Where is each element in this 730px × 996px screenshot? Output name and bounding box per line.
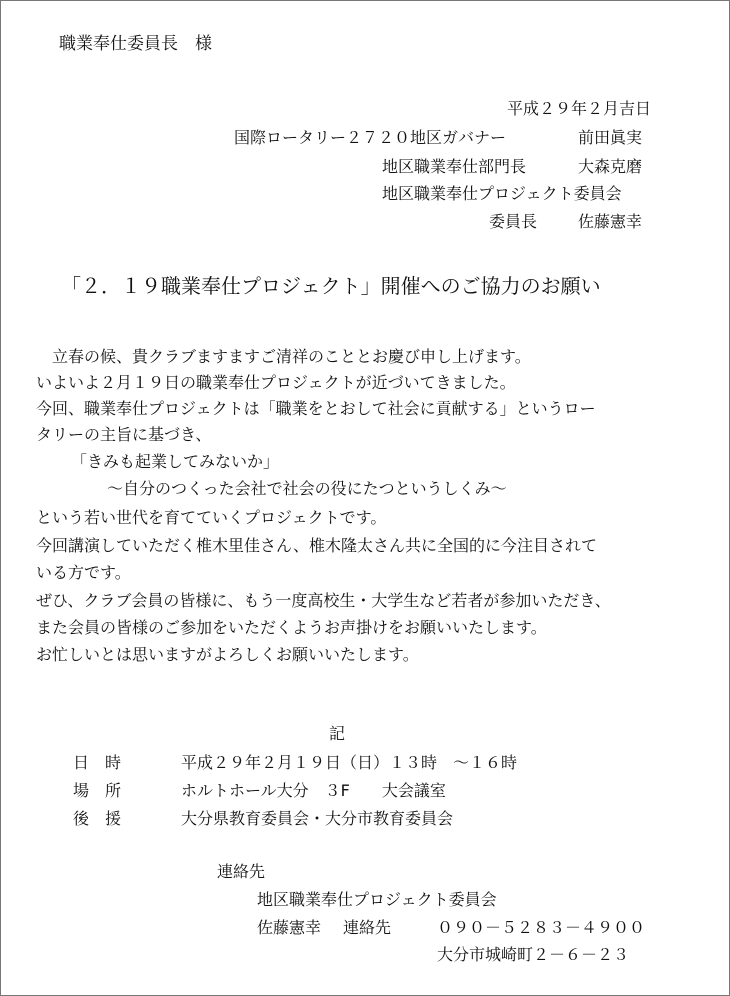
sender-chair-name: 佐藤憲幸 xyxy=(578,212,643,231)
contact-heading: 連絡先 xyxy=(217,862,266,881)
contact-person: 佐藤憲幸 xyxy=(257,918,322,937)
body-line: ～自分のつくった会社で社会の役にたつというしくみ～ xyxy=(107,479,507,498)
sender-director-name: 大森克磨 xyxy=(578,157,643,176)
addressee: 職業奉仕委員長 様 xyxy=(59,34,212,54)
contact-phone-label: 連絡先 xyxy=(343,918,392,937)
body-line: 立春の候、貴クラブますますご清祥のこととお慶び申し上げます。 xyxy=(36,347,531,366)
detail-label-venue: 場 所 xyxy=(73,781,122,800)
detail-label-datetime: 日 時 xyxy=(73,753,122,772)
contact-phone: ０９０－５２８３－４９００ xyxy=(437,918,646,937)
body-line: 「きみも起業してみないか」 xyxy=(71,452,280,471)
body-line: 今回、職業奉仕プロジェクトは「職業をとおして社会に貢献する」というロー xyxy=(36,399,596,418)
body-line: タリーの主旨に基づき、 xyxy=(36,425,212,444)
contact-address: 大分市城崎町２－６－２３ xyxy=(437,945,630,964)
contact-org: 地区職業奉仕プロジェクト委員会 xyxy=(257,890,497,909)
detail-value-venue: ホルトホール大分 ３F 大会議室 xyxy=(181,781,446,800)
detail-label-sponsor: 後 援 xyxy=(73,809,122,828)
body-line: いよいよ２月１９日の職業奉仕プロジェクトが近づいてきました。 xyxy=(36,373,516,392)
sender-director-role: 地区職業奉仕部門長 xyxy=(382,157,527,176)
body-line: 今回講演していただく椎木里佳さん、椎木隆太さん共に全国的に今注目されて xyxy=(36,536,597,555)
detail-value-datetime: 平成２９年２月１９日（日）１３時 ～１６時 xyxy=(181,753,518,772)
ki-heading: 記 xyxy=(329,724,346,743)
body-line: いる方です。 xyxy=(36,563,131,582)
letter-date: 平成２９年２月吉日 xyxy=(506,99,651,118)
body-line: また会員の皆様のご参加をいただくようお声掛けをお願いいたします。 xyxy=(36,618,547,637)
body-line: ぜひ、クラブ会員の皆様に、もう一度高校生・大学生など若者が参加いただき、 xyxy=(36,591,611,610)
detail-value-sponsor: 大分県教育委員会・大分市教育委員会 xyxy=(181,809,454,828)
sender-chair-role: 委員長 xyxy=(489,212,538,231)
sender-committee: 地区職業奉仕プロジェクト委員会 xyxy=(382,184,622,203)
body-line: という若い世代を育てていくプロジェクトです。 xyxy=(36,508,387,527)
letter-title: 「２．１９職業奉仕プロジェクト」開催へのご協力のお願い xyxy=(61,274,601,298)
body-line: お忙しいとは思いますがよろしくお願いいたします。 xyxy=(36,645,419,664)
sender-governor-role: 国際ロータリー２７２０地区ガバナー xyxy=(234,128,507,147)
sender-governor-name: 前田眞実 xyxy=(578,128,643,147)
